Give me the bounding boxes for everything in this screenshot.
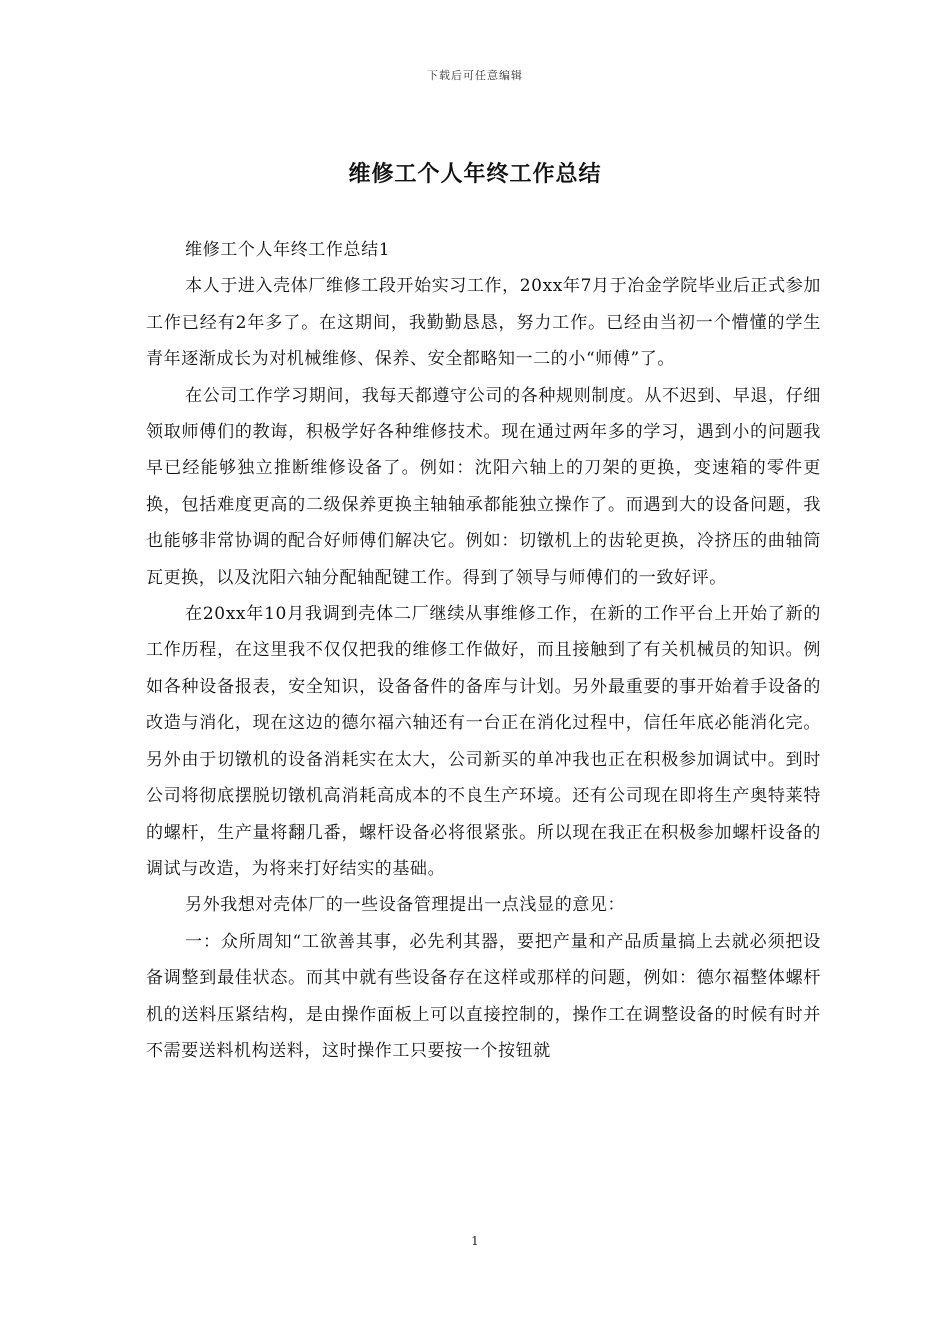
paragraph: 在公司工作学习期间，我每天都遵守公司的各种规则制度。从不迟到、早退，仔细领取师傅们的教诲，积极学好各种维修技术。现在通过两年多的学习，遇到小的问题我早已经能够独立推断维修设备了。例如：沈阳六轴上的刀架的更换，变速箱的零件更换，包括难度更高的二级保养更换主轴轴承都能独立操作了。而遇到大的设备问题，我也能够非常协调的配合好师傅们解决它。例如：切镦机上的齿轮更换，冷挤压的曲轴筒瓦更换，以及沈阳六轴分配轴配键工作。得到了领导与师傅们的一致好评。 [146, 385, 821, 588]
document-body [146, 232, 821, 1069]
header-note: 下载后可任意编辑 [427, 69, 523, 82]
paragraph: 本人于进入壳体厂维修工段开始实习工作，20xx年7月于冶金学院毕业后正式参加工作已经有2年多了。在这期间，我勤勤恳恳，努力工作。已经由当初一个懵懂的学生青年逐渐成长为对机械维修、保养、安全都略知一二的小“师傅”了。 [146, 276, 821, 370]
page-number: 1 [471, 1234, 479, 1248]
paragraph: 在20xx年10月我调到壳体二厂继续从事维修工作，在新的工作平台上开始了新的工作历程，在这里我不仅仅把我的维修工作做好，而且接触到了有关机械员的知识。例如各种设备报表，安全知识，设备备件的备库与计划。另外最重要的事开始着手设备的改造与消化，现在这边的德尔福六轴还有一台正在消化过程中，信任年底必能消化完。另外由于切镦机的设备消耗实在太大，公司新买的单冲我也正在积极参加调试中。到时公司将彻底摆脱切镦机高消耗高成本的不良生产环境。还有公司现在即将生产奥特莱特的螺杆，生产量将翻几番，螺杆设备必将很紧张。所以现在我正在积极参加螺杆设备的调试与改造，为将来打好结实的基础。 [146, 604, 821, 879]
paragraph: 另外我想对壳体厂的一些设备管理提出一点浅显的意见： [185, 895, 626, 916]
document-title: 维修工个人年终工作总结 [348, 162, 602, 187]
paragraph: 一：众所周知“工欲善其事，必先利其器，要把产量和产品质量搞上去就必须把设备调整到最佳状态。而其中就有些设备存在这样或那样的问题，例如：德尔福整体螺杆机的送料压紧结构，是由操作面板上可以直接控制的，操作工在调整设备的时候有时并不需要送料机构送料，这时操作工只要按一个按钮就 [146, 931, 821, 1061]
section-heading: 维修工个人年终工作总结1 [185, 240, 391, 260]
